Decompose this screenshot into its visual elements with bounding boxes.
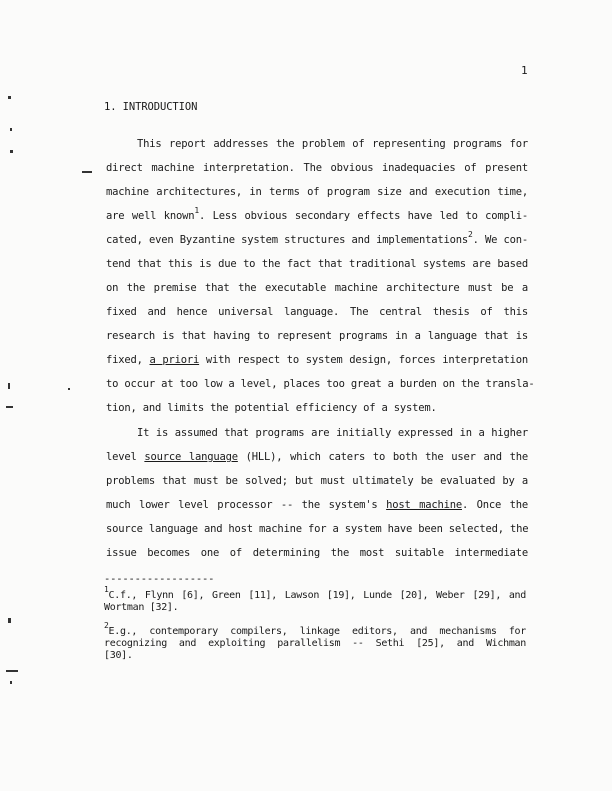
section-heading: 1. INTRODUCTION <box>104 101 198 113</box>
body-line: research is that having to represent programs in a language that is <box>106 330 528 342</box>
footnote-line: recognizing and exploiting parallelism -- Sethi [25], and Wichman <box>104 638 526 649</box>
body-line: are well known$^1$. Less obvious secondary effects have led to compli- <box>106 206 528 222</box>
footnote-line: Wortman [32]. <box>104 602 179 613</box>
body-line: tion, and limits the potential efficiency of a system. <box>106 402 437 414</box>
scan-speck <box>10 150 13 153</box>
body-line: issue becomes one of determining the most suitable intermediate <box>106 547 528 559</box>
footnote-ref: 2 <box>468 230 473 239</box>
footnote-ref: 1 <box>194 206 199 215</box>
body-line: level source language (HLL), which caters to both the user and the <box>106 451 529 463</box>
footnote-line: $^2$E.g., contemporary compilers, linkage editors, and mechanisms for <box>104 621 526 637</box>
footnote-line: $^1$C.f., Flynn [6], Green [11], Lawson [19], Lunde [20], Weber [29], and <box>104 585 526 601</box>
body-line: to occur at too low a level, places too great a burden on the transla- <box>106 378 535 390</box>
footnote-marker: 1 <box>104 585 109 594</box>
body-line: machine architectures, in terms of program size and execution time, <box>106 186 528 198</box>
body-line: on the premise that the executable machine architecture must be a <box>106 282 528 294</box>
body-line: This report addresses the problem of representing programs for <box>137 138 528 150</box>
body-line: fixed, a priori with respect to system design, forces interpretation <box>106 354 528 366</box>
scan-speck <box>8 383 10 389</box>
underlined-term: a priori <box>149 354 200 366</box>
scan-speck <box>82 171 92 173</box>
footnote-separator: ------------------ <box>104 573 215 585</box>
body-line: cated, even Byzantine system structures and implementations$^2$. We con- <box>106 230 528 246</box>
scan-speck <box>10 128 12 131</box>
underlined-term: source language <box>144 451 238 463</box>
scan-speck <box>68 388 70 390</box>
footnote <box>104 621 526 662</box>
footnote <box>104 585 526 614</box>
page-number: 1 <box>521 64 528 77</box>
body-line: direct machine interpretation. The obvious inadequacies of present <box>106 162 528 174</box>
body-line: source language and host machine for a system have been selected, the <box>106 523 529 535</box>
footnote-line: [30]. <box>104 650 133 661</box>
scan-speck <box>6 406 13 408</box>
footnote-marker: 2 <box>104 621 109 630</box>
body-line: tend that this is due to the fact that traditional systems are based <box>106 258 528 270</box>
scan-speck <box>8 96 11 99</box>
underlined-term: host machine <box>386 499 462 511</box>
body-line: problems that must be solved; but must ultimately be evaluated by a <box>106 475 528 487</box>
body-line: much lower level processor -- the system's host machine. Once the <box>106 499 528 511</box>
scan-speck <box>8 618 11 623</box>
body-line: It is assumed that programs are initially expressed in a higher <box>137 427 528 439</box>
scan-speck <box>6 670 18 672</box>
body-line: fixed and hence universal language. The central thesis of this <box>106 306 528 318</box>
scan-speck <box>10 681 12 684</box>
